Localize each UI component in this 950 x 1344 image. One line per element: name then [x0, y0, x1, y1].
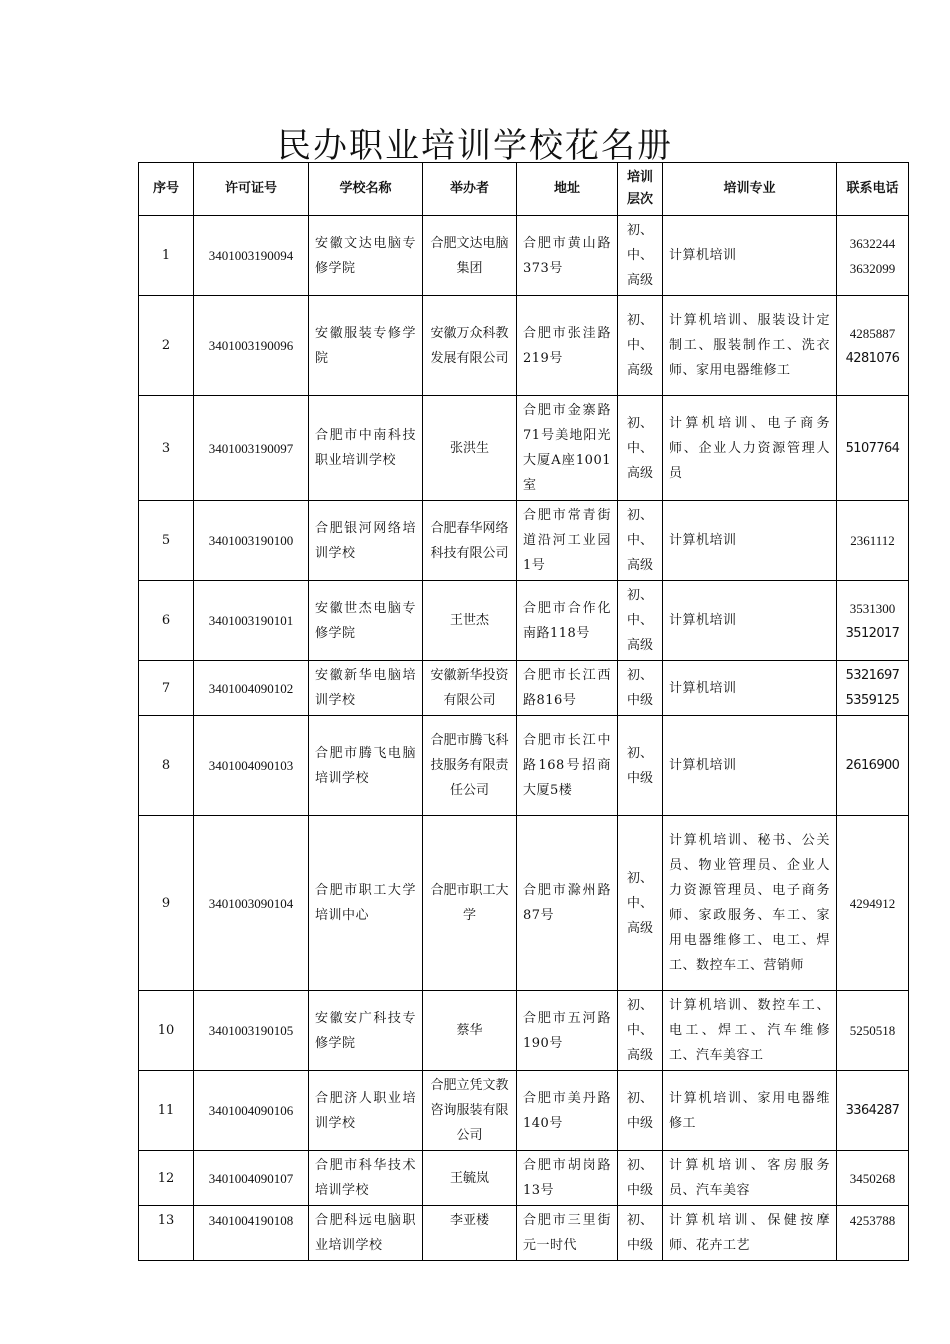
row-phone — [837, 991, 909, 1071]
header-organizer: 举办者 — [423, 163, 517, 216]
row-major: 计算机培训 — [663, 716, 837, 816]
row-license: 3401003190097 — [194, 396, 309, 501]
row-organizer: 合肥文达电脑集团 — [423, 216, 517, 296]
table-row — [139, 661, 909, 716]
row-license: 3401003190094 — [194, 216, 309, 296]
row-address: 合肥市黄山路373号 — [517, 216, 618, 296]
row-school-name: 合肥市职工大学培训中心 — [309, 816, 423, 991]
row-license: 3401003190105 — [194, 991, 309, 1071]
row-organizer: 安徽新华投资有限公司 — [423, 661, 517, 716]
row-major: 计算机培训 — [663, 501, 837, 581]
row-school-name: 合肥银河网络培训学校 — [309, 501, 423, 581]
row-school-name: 安徽文达电脑专修学院 — [309, 216, 423, 296]
header-phone: 联系电话 — [837, 163, 909, 216]
row-seq: 1 — [139, 216, 194, 296]
table-row — [139, 816, 909, 991]
table-row — [139, 1071, 909, 1151]
phone-number: 4253788 — [849, 1213, 896, 1228]
row-major: 计算机培训、秘书、公关员、物业管理员、企业人力资源管理员、电子商务师、家政服务、车工、家用电器维修工、电工、焊工、数控车工、营销师 — [663, 816, 837, 991]
row-license: 3401003190101 — [194, 581, 309, 661]
row-major: 计算机培训、数控车工、电工、焊工、汽车维修工、汽车美容工 — [663, 991, 837, 1071]
row-major: 计算机培训、家用电器维修工 — [663, 1071, 837, 1151]
row-address: 合肥市金寨路71号美地阳光大厦A座1001室 — [517, 396, 618, 501]
row-major: 计算机培训、电子商务师、企业人力资源管理人员 — [663, 396, 837, 501]
table-row — [139, 991, 909, 1071]
row-organizer: 合肥市职工大学 — [423, 816, 517, 991]
row-seq: 13 — [139, 1206, 194, 1261]
row-license: 3401004090107 — [194, 1151, 309, 1206]
row-level: 初、中、高级 — [618, 991, 663, 1071]
row-major: 计算机培训、客房服务员、汽车美容 — [663, 1151, 837, 1206]
row-school-name: 安徽新华电脑培训学校 — [309, 661, 423, 716]
phone-number: 5359125 — [845, 693, 900, 708]
header-level: 培训层次 — [618, 163, 663, 216]
row-major: 计算机培训、保健按摩师、花卉工艺 — [663, 1206, 837, 1261]
row-address: 合肥市长江西路816号 — [517, 661, 618, 716]
row-phone — [837, 816, 909, 991]
table-row — [139, 716, 909, 816]
table-row — [139, 1151, 909, 1206]
row-address: 合肥市张洼路219号 — [517, 296, 618, 396]
row-seq: 12 — [139, 1151, 194, 1206]
phone-number: 3450268 — [849, 1170, 896, 1186]
row-seq: 2 — [139, 296, 194, 396]
row-school-name: 合肥市中南科技职业培训学校 — [309, 396, 423, 501]
phone-number: 4281076 — [845, 350, 900, 366]
row-address: 合肥市合作化南路118号 — [517, 581, 618, 661]
row-major: 计算机培训、服装设计定制工、服装制作工、洗衣师、家用电器维修工 — [663, 296, 837, 396]
row-address: 合肥市常青街道沿河工业园1号 — [517, 501, 618, 581]
row-seq: 8 — [139, 716, 194, 816]
row-seq: 5 — [139, 501, 194, 581]
row-school-name: 合肥济人职业培训学校 — [309, 1071, 423, 1151]
row-level: 初、中级 — [618, 716, 663, 816]
phone-number: 3364287 — [845, 1103, 900, 1118]
row-school-name: 安徽世杰电脑专修学院 — [309, 581, 423, 661]
row-address: 合肥市美丹路140号 — [517, 1071, 618, 1151]
phone-number: 3512017 — [845, 625, 900, 641]
phone-number: 2616900 — [845, 758, 900, 773]
phone-number: 5250518 — [849, 1023, 896, 1038]
row-organizer: 蔡华 — [423, 991, 517, 1071]
row-level: 初、中级 — [618, 1151, 663, 1206]
row-level: 初、中、高级 — [618, 296, 663, 396]
row-address: 合肥市胡岗路13号 — [517, 1151, 618, 1206]
row-level: 初、中、高级 — [618, 816, 663, 991]
row-license: 3401004090102 — [194, 661, 309, 716]
row-license: 3401004190108 — [194, 1206, 309, 1261]
row-organizer: 张洪生 — [423, 396, 517, 501]
school-roster-table — [138, 162, 909, 1261]
row-level: 初、中级 — [618, 1206, 663, 1261]
row-seq: 6 — [139, 581, 194, 661]
row-major: 计算机培训 — [663, 216, 837, 296]
row-organizer: 合肥春华网络科技有限公司 — [423, 501, 517, 581]
row-organizer: 合肥市腾飞科技服务有限责任公司 — [423, 716, 517, 816]
row-phone — [837, 396, 909, 501]
row-address: 合肥市五河路190号 — [517, 991, 618, 1071]
row-phone — [837, 216, 909, 296]
row-seq: 10 — [139, 991, 194, 1071]
header-seq: 序号 — [139, 163, 194, 216]
row-address: 合肥市滁州路87号 — [517, 816, 618, 991]
row-phone — [837, 661, 909, 716]
row-school-name: 安徽服装专修学院 — [309, 296, 423, 396]
row-phone — [837, 716, 909, 816]
row-level: 初、中、高级 — [618, 581, 663, 661]
row-level: 初、中、高级 — [618, 396, 663, 501]
row-level: 初、中级 — [618, 1071, 663, 1151]
page-title: 民办职业培训学校花名册 — [277, 126, 673, 166]
table-row — [139, 396, 909, 501]
row-phone — [837, 501, 909, 581]
row-seq: 11 — [139, 1071, 194, 1151]
row-school-name: 合肥科远电脑职业培训学校 — [309, 1206, 423, 1261]
row-address: 合肥市长江中路168号招商大厦5楼 — [517, 716, 618, 816]
row-license: 3401004090103 — [194, 716, 309, 816]
row-school-name: 合肥市腾飞电脑培训学校 — [309, 716, 423, 816]
table-row — [139, 1206, 909, 1261]
row-organizer: 王世杰 — [423, 581, 517, 661]
row-seq: 7 — [139, 661, 194, 716]
row-level: 初、中级 — [618, 661, 663, 716]
row-level: 初、中、高级 — [618, 216, 663, 296]
row-level: 初、中、高级 — [618, 501, 663, 581]
phone-number: 2361112 — [850, 533, 895, 548]
phone-number: 3632244 — [849, 235, 896, 251]
phone-number: 5107764 — [845, 440, 900, 456]
table-row — [139, 216, 909, 296]
row-organizer: 安徽万众科教发展有限公司 — [423, 296, 517, 396]
row-phone — [837, 1151, 909, 1206]
header-major: 培训专业 — [663, 163, 837, 216]
row-license: 3401004090106 — [194, 1071, 309, 1151]
table-header-row — [139, 163, 909, 216]
row-seq: 3 — [139, 396, 194, 501]
row-organizer: 合肥立凭文教咨询服装有限公司 — [423, 1071, 517, 1151]
table-row — [139, 501, 909, 581]
phone-number: 4285887 — [849, 325, 896, 341]
phone-number: 4294912 — [849, 895, 896, 911]
header-license: 许可证号 — [194, 163, 309, 216]
phone-number: 5321697 — [845, 668, 900, 683]
row-phone — [837, 296, 909, 396]
row-license: 3401003090104 — [194, 816, 309, 991]
row-seq: 9 — [139, 816, 194, 991]
row-major: 计算机培训 — [663, 581, 837, 661]
header-address: 地址 — [517, 163, 618, 216]
row-phone — [837, 1071, 909, 1151]
table-row — [139, 296, 909, 396]
row-license: 3401003190096 — [194, 296, 309, 396]
header-school: 学校名称 — [309, 163, 423, 216]
phone-number: 3531300 — [849, 600, 896, 616]
row-address: 合肥市三里街元一时代 — [517, 1206, 618, 1261]
row-phone — [837, 581, 909, 661]
row-phone — [837, 1206, 909, 1261]
row-organizer: 李亚楼 — [423, 1206, 517, 1261]
phone-number: 3632099 — [849, 260, 896, 276]
row-school-name: 安徽安广科技专修学院 — [309, 991, 423, 1071]
row-school-name: 合肥市科华技术培训学校 — [309, 1151, 423, 1206]
table-row — [139, 581, 909, 661]
row-license: 3401003190100 — [194, 501, 309, 581]
row-organizer: 王毓岚 — [423, 1151, 517, 1206]
row-major: 计算机培训 — [663, 661, 837, 716]
